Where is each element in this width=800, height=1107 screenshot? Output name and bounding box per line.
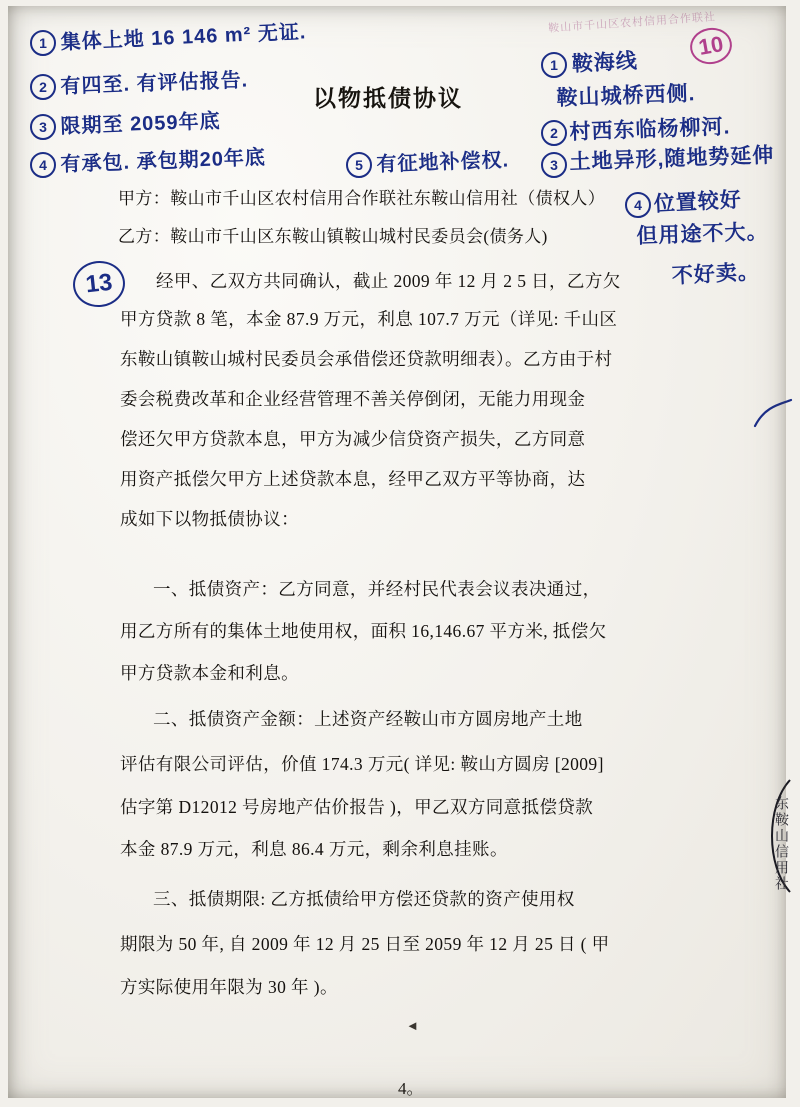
- right-annotation-marker-3: 3: [541, 152, 567, 178]
- clause-2-line-3: 估字第 D12012 号房地产估价报告 )，甲乙双方同意抵偿贷款: [120, 797, 594, 817]
- annotation-marker-4: 4: [30, 152, 56, 178]
- clause-2-line-2: 评估有限公司评估，价值 174.3 万元( 详见: 鞍山方圆房 [2009]: [120, 754, 604, 774]
- clause-1-line-2: 用乙方所有的集体土地使用权，面积 16,146.67 平方米, 抵偿欠: [120, 621, 607, 641]
- page-number: 4。: [398, 1079, 424, 1098]
- body-line-7: 成如下以物抵债协议：: [120, 509, 299, 529]
- edge-seal-text: 东鞍山信用社: [773, 796, 788, 892]
- annotation-marker-2: 2: [30, 74, 56, 100]
- right-annotation-1b: 鞍山城桥西侧.: [556, 82, 696, 110]
- clause-3-line-1: 三、抵债期限: 乙方抵债给甲方偿还贷款的资产使用权: [153, 889, 575, 909]
- clause-3-line-2: 期限为 50 年, 自 2009 年 12 月 25 日至 2059 年 12 月 25 日 ( 甲: [120, 934, 610, 954]
- party-line-debtor: 乙方：鞍山市千山区东鞍山镇鞍山城村民委员会(债务人): [118, 227, 548, 246]
- ink-stroke-right-margin: [753, 396, 793, 436]
- body-line-2: 甲方贷款 8 笔，本金 87.9 万元，利息 107.7 万元（详见: 千山区: [120, 309, 618, 329]
- clause-2-line-1: 二、抵债资产金额：上述资产经鞍山市方圆房地产土地: [153, 709, 583, 729]
- clause-3-line-3: 方实际使用年限为 30 年 )。: [120, 977, 338, 997]
- left-annotation-5: 有征地补偿权.: [376, 149, 510, 176]
- clause-1-line-3: 甲方贷款本金和利息。: [120, 663, 299, 683]
- right-annotation-5: 但用途不大。: [636, 220, 769, 248]
- body-line-6: 用资产抵偿欠甲方上述贷款本息，经甲乙双方平等协商，达: [120, 469, 586, 489]
- left-annotation-3: 限期至 2059年底: [60, 110, 221, 138]
- right-annotation-6: 不好卖。: [671, 260, 761, 288]
- left-annotation-1: 集体上地 16 146 m² 无证.: [60, 21, 307, 54]
- clause-2-line-4: 本金 87.9 万元，利息 86.4 万元，剩余利息挂账。: [120, 839, 508, 859]
- right-annotation-1: 鞍海线: [571, 49, 639, 76]
- right-annotation-2: 村西东临杨柳河.: [569, 115, 731, 144]
- body-line-3: 东鞍山镇鞍山城村民委员会承借偿还贷款明细表）。乙方由于村: [120, 349, 613, 369]
- clause-1-line-1: 一、抵债资产：乙方同意，并经村民代表会议表决通过，: [153, 579, 601, 599]
- party-line-creditor: 甲方：鞍山市千山区农村信用合作联社东鞍山信用社（债权人）: [118, 189, 606, 208]
- right-annotation-marker-4: 4: [625, 192, 651, 218]
- annotation-marker-1: 1: [30, 30, 56, 56]
- paper-sheet: [8, 6, 786, 1098]
- body-line-1: 经甲、乙双方共同确认，截止 2009 年 12 月 2 5 日，乙方欠: [156, 271, 621, 291]
- right-annotation-marker-1: 1: [541, 52, 567, 78]
- annotation-marker-3: 3: [30, 114, 56, 140]
- right-annotation-4: 位置较好: [653, 188, 743, 216]
- center-fold-tick: ◄: [406, 1018, 419, 1033]
- left-annotation-4: 有承包. 承包期20年底: [60, 146, 267, 176]
- body-line-4: 委会税费改革和企业经营管理不善关停倒闭，无能力用现金: [120, 389, 586, 409]
- document-title: 以物抵债协议: [313, 86, 463, 111]
- right-annotation-3: 土地异形,随地势延伸: [569, 143, 775, 174]
- circled-number-right: 10: [687, 25, 735, 68]
- body-line-5: 偿还欠甲方贷款本息，甲方为减少信贷资产损失，乙方同意: [120, 429, 586, 449]
- circled-number-left: 13: [71, 258, 128, 309]
- left-annotation-2: 有四至. 有评估报告.: [60, 69, 249, 98]
- faint-stamp-text: 鞍山市千山区农村信用合作联社: [547, 11, 717, 35]
- annotation-marker-5: 5: [346, 152, 372, 178]
- right-annotation-marker-2: 2: [541, 120, 567, 146]
